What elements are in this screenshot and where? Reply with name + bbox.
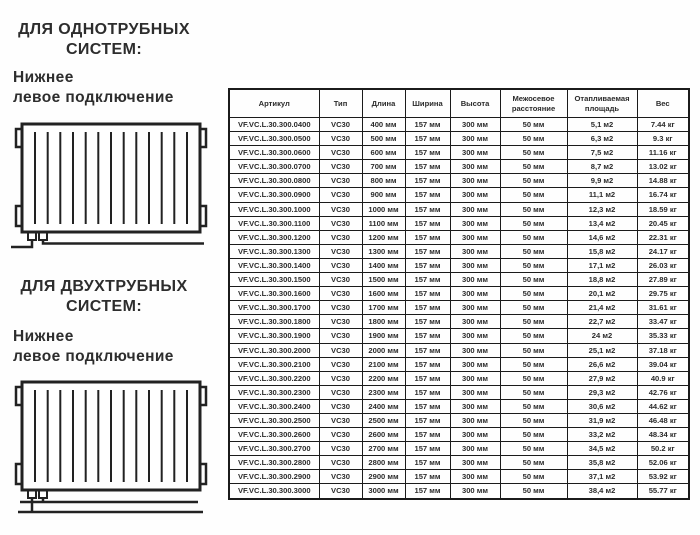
- spec-cell: VC30: [319, 188, 362, 202]
- column-header: Длина: [362, 89, 405, 118]
- section-title-line1: ДЛЯ ДВУХТРУБНЫХ: [20, 278, 188, 295]
- spec-cell: 300 мм: [450, 456, 500, 470]
- spec-row: [229, 428, 689, 442]
- spec-cell: VC30: [319, 484, 362, 499]
- spec-cell: VC30: [319, 118, 362, 132]
- spec-cell: VF.VC.L.30.300.0800: [229, 174, 319, 188]
- spec-cell: 1700 мм: [362, 301, 405, 315]
- spec-cell: 30,6 м2: [567, 399, 637, 413]
- spec-cell: 157 мм: [405, 230, 450, 244]
- spec-cell: 14.88 кг: [637, 174, 689, 188]
- spec-row: [229, 160, 689, 174]
- spec-cell: 1600 мм: [362, 287, 405, 301]
- spec-cell: 157 мм: [405, 118, 450, 132]
- spec-cell: VF.VC.L.30.300.2800: [229, 456, 319, 470]
- connection-label-line2: левое подключение: [13, 347, 174, 365]
- spec-cell: 300 мм: [450, 273, 500, 287]
- spec-cell: 25,1 м2: [567, 343, 637, 357]
- spec-cell: 157 мм: [405, 428, 450, 442]
- spec-cell: VC30: [319, 456, 362, 470]
- spec-cell: 50 мм: [500, 132, 567, 146]
- spec-cell: 2900 мм: [362, 470, 405, 484]
- spec-cell: 500 мм: [362, 132, 405, 146]
- spec-cell: 300 мм: [450, 442, 500, 456]
- spec-cell: 12,3 м2: [567, 202, 637, 216]
- spec-cell: 31.61 кг: [637, 301, 689, 315]
- spec-row: [229, 174, 689, 188]
- spec-cell: VC30: [319, 132, 362, 146]
- spec-cell: 157 мм: [405, 484, 450, 499]
- spec-cell: 46.48 кг: [637, 413, 689, 427]
- spec-cell: 5,1 м2: [567, 118, 637, 132]
- spec-cell: 2300 мм: [362, 385, 405, 399]
- spec-cell: 50 мм: [500, 216, 567, 230]
- connection-label-line2: левое подключение: [13, 88, 174, 106]
- spec-cell: VC30: [319, 357, 362, 371]
- spec-cell: VC30: [319, 371, 362, 385]
- spec-row: [229, 287, 689, 301]
- spec-cell: 50 мм: [500, 470, 567, 484]
- spec-cell: VC30: [319, 399, 362, 413]
- spec-cell: 2100 мм: [362, 357, 405, 371]
- spec-row: [229, 315, 689, 329]
- spec-row: [229, 442, 689, 456]
- spec-row: [229, 484, 689, 499]
- connection-label-single-pipe: [13, 68, 223, 107]
- spec-row: [229, 329, 689, 343]
- spec-cell: 300 мм: [450, 399, 500, 413]
- spec-cell: 157 мм: [405, 244, 450, 258]
- spec-cell: 7,5 м2: [567, 146, 637, 160]
- spec-cell: 50 мм: [500, 343, 567, 357]
- spec-cell: 37,1 м2: [567, 470, 637, 484]
- spec-row: [229, 399, 689, 413]
- spec-cell: 44.62 кг: [637, 399, 689, 413]
- spec-cell: 1800 мм: [362, 315, 405, 329]
- spec-cell: 157 мм: [405, 146, 450, 160]
- spec-cell: 29,3 м2: [567, 385, 637, 399]
- spec-cell: 157 мм: [405, 315, 450, 329]
- spec-cell: 17,1 м2: [567, 258, 637, 272]
- section-title-two-pipe: [0, 277, 208, 317]
- spec-row: [229, 456, 689, 470]
- spec-cell: 157 мм: [405, 456, 450, 470]
- spec-cell: 50 мм: [500, 371, 567, 385]
- column-header: Ширина: [405, 89, 450, 118]
- spec-row: [229, 188, 689, 202]
- spec-row: [229, 343, 689, 357]
- spec-cell: 8,7 м2: [567, 160, 637, 174]
- spec-cell: 157 мм: [405, 413, 450, 427]
- spec-cell: 300 мм: [450, 301, 500, 315]
- spec-cell: 48.34 кг: [637, 428, 689, 442]
- spec-cell: 300 мм: [450, 413, 500, 427]
- spec-cell: VF.VC.L.30.300.2500: [229, 413, 319, 427]
- pipe-inlet: [11, 240, 32, 247]
- spec-cell: 157 мм: [405, 343, 450, 357]
- column-header: Межосевое расстояние: [500, 89, 567, 118]
- spec-cell: 300 мм: [450, 202, 500, 216]
- section-title-line2: СИСТЕМ:: [65, 298, 143, 315]
- spec-cell: 1400 мм: [362, 258, 405, 272]
- spec-cell: 6,3 м2: [567, 132, 637, 146]
- spec-cell: 300 мм: [450, 160, 500, 174]
- spec-cell: 50.2 кг: [637, 442, 689, 456]
- spec-cell: 50 мм: [500, 315, 567, 329]
- spec-cell: 900 мм: [362, 188, 405, 202]
- spec-cell: VF.VC.L.30.300.2200: [229, 371, 319, 385]
- spec-cell: VF.VC.L.30.300.1200: [229, 230, 319, 244]
- spec-cell: 15,8 м2: [567, 244, 637, 258]
- spec-cell: 50 мм: [500, 244, 567, 258]
- spec-cell: 27,9 м2: [567, 371, 637, 385]
- spec-cell: VF.VC.L.30.300.0900: [229, 188, 319, 202]
- spec-cell: 50 мм: [500, 329, 567, 343]
- spec-cell: VF.VC.L.30.300.1700: [229, 301, 319, 315]
- spec-cell: 300 мм: [450, 174, 500, 188]
- spec-cell: 700 мм: [362, 160, 405, 174]
- spec-cell: 2600 мм: [362, 428, 405, 442]
- spec-cell: VF.VC.L.30.300.3000: [229, 484, 319, 499]
- spec-cell: 300 мм: [450, 385, 500, 399]
- spec-row: [229, 413, 689, 427]
- spec-cell: 300 мм: [450, 258, 500, 272]
- spec-cell: 39.04 кг: [637, 357, 689, 371]
- spec-cell: 50 мм: [500, 385, 567, 399]
- spec-cell: VF.VC.L.30.300.0600: [229, 146, 319, 160]
- spec-cell: 300 мм: [450, 428, 500, 442]
- spec-cell: VF.VC.L.30.300.2700: [229, 442, 319, 456]
- spec-cell: VF.VC.L.30.300.0400: [229, 118, 319, 132]
- spec-cell: 24.17 кг: [637, 244, 689, 258]
- spec-cell: 40.9 кг: [637, 371, 689, 385]
- spec-cell: 50 мм: [500, 428, 567, 442]
- spec-cell: 157 мм: [405, 132, 450, 146]
- spec-table-header-row: [229, 89, 689, 118]
- spec-cell: 50 мм: [500, 456, 567, 470]
- spec-cell: 800 мм: [362, 174, 405, 188]
- spec-cell: 26,6 м2: [567, 357, 637, 371]
- spec-cell: 2200 мм: [362, 371, 405, 385]
- column-header: Высота: [450, 89, 500, 118]
- spec-cell: 11.16 кг: [637, 146, 689, 160]
- radiator-single-pipe-diagram: [0, 110, 218, 255]
- spec-cell: 300 мм: [450, 287, 500, 301]
- spec-cell: 157 мм: [405, 273, 450, 287]
- spec-cell: 22.31 кг: [637, 230, 689, 244]
- spec-cell: 157 мм: [405, 202, 450, 216]
- spec-cell: VC30: [319, 315, 362, 329]
- pipe-outlet: [43, 240, 204, 244]
- spec-row: [229, 470, 689, 484]
- spec-cell: VF.VC.L.30.300.2900: [229, 470, 319, 484]
- spec-cell: 50 мм: [500, 188, 567, 202]
- spec-cell: 42.76 кг: [637, 385, 689, 399]
- spec-cell: 18,8 м2: [567, 273, 637, 287]
- spec-cell: 1100 мм: [362, 216, 405, 230]
- spec-cell: 1300 мм: [362, 244, 405, 258]
- spec-cell: VF.VC.L.30.300.1000: [229, 202, 319, 216]
- spec-cell: VC30: [319, 413, 362, 427]
- spec-row: [229, 301, 689, 315]
- spec-cell: 300 мм: [450, 329, 500, 343]
- spec-cell: 50 мм: [500, 287, 567, 301]
- spec-cell: 300 мм: [450, 371, 500, 385]
- spec-cell: VF.VC.L.30.300.2100: [229, 357, 319, 371]
- spec-cell: 157 мм: [405, 160, 450, 174]
- spec-cell: 300 мм: [450, 470, 500, 484]
- spec-cell: 300 мм: [450, 188, 500, 202]
- spec-cell: 24 м2: [567, 329, 637, 343]
- spec-cell: 27.89 кг: [637, 273, 689, 287]
- spec-cell: 50 мм: [500, 202, 567, 216]
- column-header: Тип: [319, 89, 362, 118]
- spec-cell: VF.VC.L.30.300.1400: [229, 258, 319, 272]
- spec-cell: VF.VC.L.30.300.2000: [229, 343, 319, 357]
- spec-cell: 37.18 кг: [637, 343, 689, 357]
- spec-cell: 38,4 м2: [567, 484, 637, 499]
- spec-cell: 20.45 кг: [637, 216, 689, 230]
- spec-cell: 35,8 м2: [567, 456, 637, 470]
- section-title-line1: ДЛЯ ОДНОТРУБНЫХ: [18, 21, 190, 38]
- spec-cell: 1900 мм: [362, 329, 405, 343]
- spec-row: [229, 258, 689, 272]
- spec-cell: 157 мм: [405, 174, 450, 188]
- spec-row: [229, 132, 689, 146]
- spec-cell: 157 мм: [405, 385, 450, 399]
- spec-cell: 50 мм: [500, 484, 567, 499]
- spec-cell: VC30: [319, 470, 362, 484]
- spec-cell: 300 мм: [450, 343, 500, 357]
- spec-cell: 13,4 м2: [567, 216, 637, 230]
- spec-cell: VF.VC.L.30.300.1100: [229, 216, 319, 230]
- spec-cell: 157 мм: [405, 188, 450, 202]
- spec-cell: 2700 мм: [362, 442, 405, 456]
- spec-cell: VF.VC.L.30.300.1500: [229, 273, 319, 287]
- spec-cell: 2000 мм: [362, 343, 405, 357]
- radiator-two-pipe-diagram: [0, 370, 218, 520]
- spec-cell: 50 мм: [500, 357, 567, 371]
- spec-cell: 1000 мм: [362, 202, 405, 216]
- spec-cell: 34,5 м2: [567, 442, 637, 456]
- spec-cell: 157 мм: [405, 442, 450, 456]
- spec-cell: VC30: [319, 216, 362, 230]
- spec-cell: 50 мм: [500, 174, 567, 188]
- spec-cell: VC30: [319, 273, 362, 287]
- spec-cell: 11,1 м2: [567, 188, 637, 202]
- spec-cell: 35.33 кг: [637, 329, 689, 343]
- spec-cell: 9,9 м2: [567, 174, 637, 188]
- spec-cell: 33.47 кг: [637, 315, 689, 329]
- spec-cell: VF.VC.L.30.300.0700: [229, 160, 319, 174]
- section-title-line2: СИСТЕМ:: [65, 41, 143, 58]
- spec-cell: VC30: [319, 244, 362, 258]
- spec-cell: 50 мм: [500, 146, 567, 160]
- spec-row: [229, 357, 689, 371]
- spec-cell: 50 мм: [500, 413, 567, 427]
- spec-cell: VC30: [319, 385, 362, 399]
- spec-cell: 300 мм: [450, 118, 500, 132]
- spec-row: [229, 244, 689, 258]
- spec-row: [229, 230, 689, 244]
- spec-cell: 300 мм: [450, 132, 500, 146]
- spec-cell: 157 мм: [405, 357, 450, 371]
- spec-cell: VC30: [319, 202, 362, 216]
- spec-cell: 157 мм: [405, 258, 450, 272]
- spec-cell: 50 мм: [500, 442, 567, 456]
- spec-cell: 600 мм: [362, 146, 405, 160]
- spec-row: [229, 385, 689, 399]
- spec-cell: 157 мм: [405, 216, 450, 230]
- spec-cell: VF.VC.L.30.300.1900: [229, 329, 319, 343]
- spec-cell: 400 мм: [362, 118, 405, 132]
- spec-cell: 157 мм: [405, 470, 450, 484]
- connection-label-two-pipe: [13, 327, 223, 366]
- column-header: Вес: [637, 89, 689, 118]
- spec-row: [229, 273, 689, 287]
- spec-cell: 157 мм: [405, 399, 450, 413]
- spec-table-body: [229, 118, 689, 499]
- spec-cell: 22,7 м2: [567, 315, 637, 329]
- spec-cell: 14,6 м2: [567, 230, 637, 244]
- spec-cell: 21,4 м2: [567, 301, 637, 315]
- spec-cell: VF.VC.L.30.300.1300: [229, 244, 319, 258]
- spec-cell: 50 мм: [500, 160, 567, 174]
- spec-cell: 13.02 кг: [637, 160, 689, 174]
- spec-cell: 300 мм: [450, 216, 500, 230]
- spec-cell: 300 мм: [450, 230, 500, 244]
- spec-cell: 29.75 кг: [637, 287, 689, 301]
- spec-table-header: [229, 89, 689, 118]
- spec-cell: 53.92 кг: [637, 470, 689, 484]
- spec-cell: VC30: [319, 428, 362, 442]
- spec-cell: VC30: [319, 230, 362, 244]
- spec-cell: 50 мм: [500, 118, 567, 132]
- spec-cell: 2400 мм: [362, 399, 405, 413]
- spec-cell: VC30: [319, 160, 362, 174]
- spec-cell: 157 мм: [405, 329, 450, 343]
- spec-cell: VF.VC.L.30.300.0500: [229, 132, 319, 146]
- spec-cell: 300 мм: [450, 357, 500, 371]
- spec-cell: VC30: [319, 174, 362, 188]
- spec-cell: 157 мм: [405, 287, 450, 301]
- spec-cell: VC30: [319, 343, 362, 357]
- spec-cell: 50 мм: [500, 230, 567, 244]
- column-header: Отапливаемая площадь: [567, 89, 637, 118]
- spec-cell: VF.VC.L.30.300.2400: [229, 399, 319, 413]
- spec-cell: VC30: [319, 301, 362, 315]
- spec-cell: 157 мм: [405, 371, 450, 385]
- spec-cell: 26.03 кг: [637, 258, 689, 272]
- spec-cell: VF.VC.L.30.300.2300: [229, 385, 319, 399]
- spec-cell: 55.77 кг: [637, 484, 689, 499]
- spec-cell: VF.VC.L.30.300.2600: [229, 428, 319, 442]
- spec-row: [229, 216, 689, 230]
- spec-row: [229, 202, 689, 216]
- spec-cell: 7.44 кг: [637, 118, 689, 132]
- spec-cell: 300 мм: [450, 244, 500, 258]
- spec-cell: 31,9 м2: [567, 413, 637, 427]
- spec-cell: VF.VC.L.30.300.1800: [229, 315, 319, 329]
- spec-row: [229, 146, 689, 160]
- spec-row: [229, 118, 689, 132]
- spec-cell: 2800 мм: [362, 456, 405, 470]
- spec-cell: VC30: [319, 287, 362, 301]
- spec-cell: VC30: [319, 258, 362, 272]
- spec-cell: 20,1 м2: [567, 287, 637, 301]
- spec-row: [229, 371, 689, 385]
- spec-cell: 2500 мм: [362, 413, 405, 427]
- spec-cell: 1200 мм: [362, 230, 405, 244]
- spec-cell: 300 мм: [450, 146, 500, 160]
- connection-label-line1: Нижнее: [13, 328, 74, 345]
- spec-table: [228, 88, 690, 500]
- spec-cell: 50 мм: [500, 399, 567, 413]
- spec-cell: VC30: [319, 329, 362, 343]
- spec-cell: 300 мм: [450, 484, 500, 499]
- spec-cell: 50 мм: [500, 273, 567, 287]
- spec-cell: 33,2 м2: [567, 428, 637, 442]
- spec-cell: 50 мм: [500, 258, 567, 272]
- column-header: Артикул: [229, 89, 319, 118]
- spec-cell: 3000 мм: [362, 484, 405, 499]
- spec-cell: 9.3 кг: [637, 132, 689, 146]
- spec-cell: 16.74 кг: [637, 188, 689, 202]
- section-title-single-pipe: [0, 20, 208, 60]
- spec-cell: VC30: [319, 442, 362, 456]
- spec-cell: 1500 мм: [362, 273, 405, 287]
- spec-cell: 50 мм: [500, 301, 567, 315]
- spec-cell: 52.06 кг: [637, 456, 689, 470]
- spec-cell: 300 мм: [450, 315, 500, 329]
- spec-cell: VC30: [319, 146, 362, 160]
- spec-cell: 18.59 кг: [637, 202, 689, 216]
- connection-label-line1: Нижнее: [13, 69, 74, 86]
- spec-cell: 157 мм: [405, 301, 450, 315]
- spec-cell: VF.VC.L.30.300.1600: [229, 287, 319, 301]
